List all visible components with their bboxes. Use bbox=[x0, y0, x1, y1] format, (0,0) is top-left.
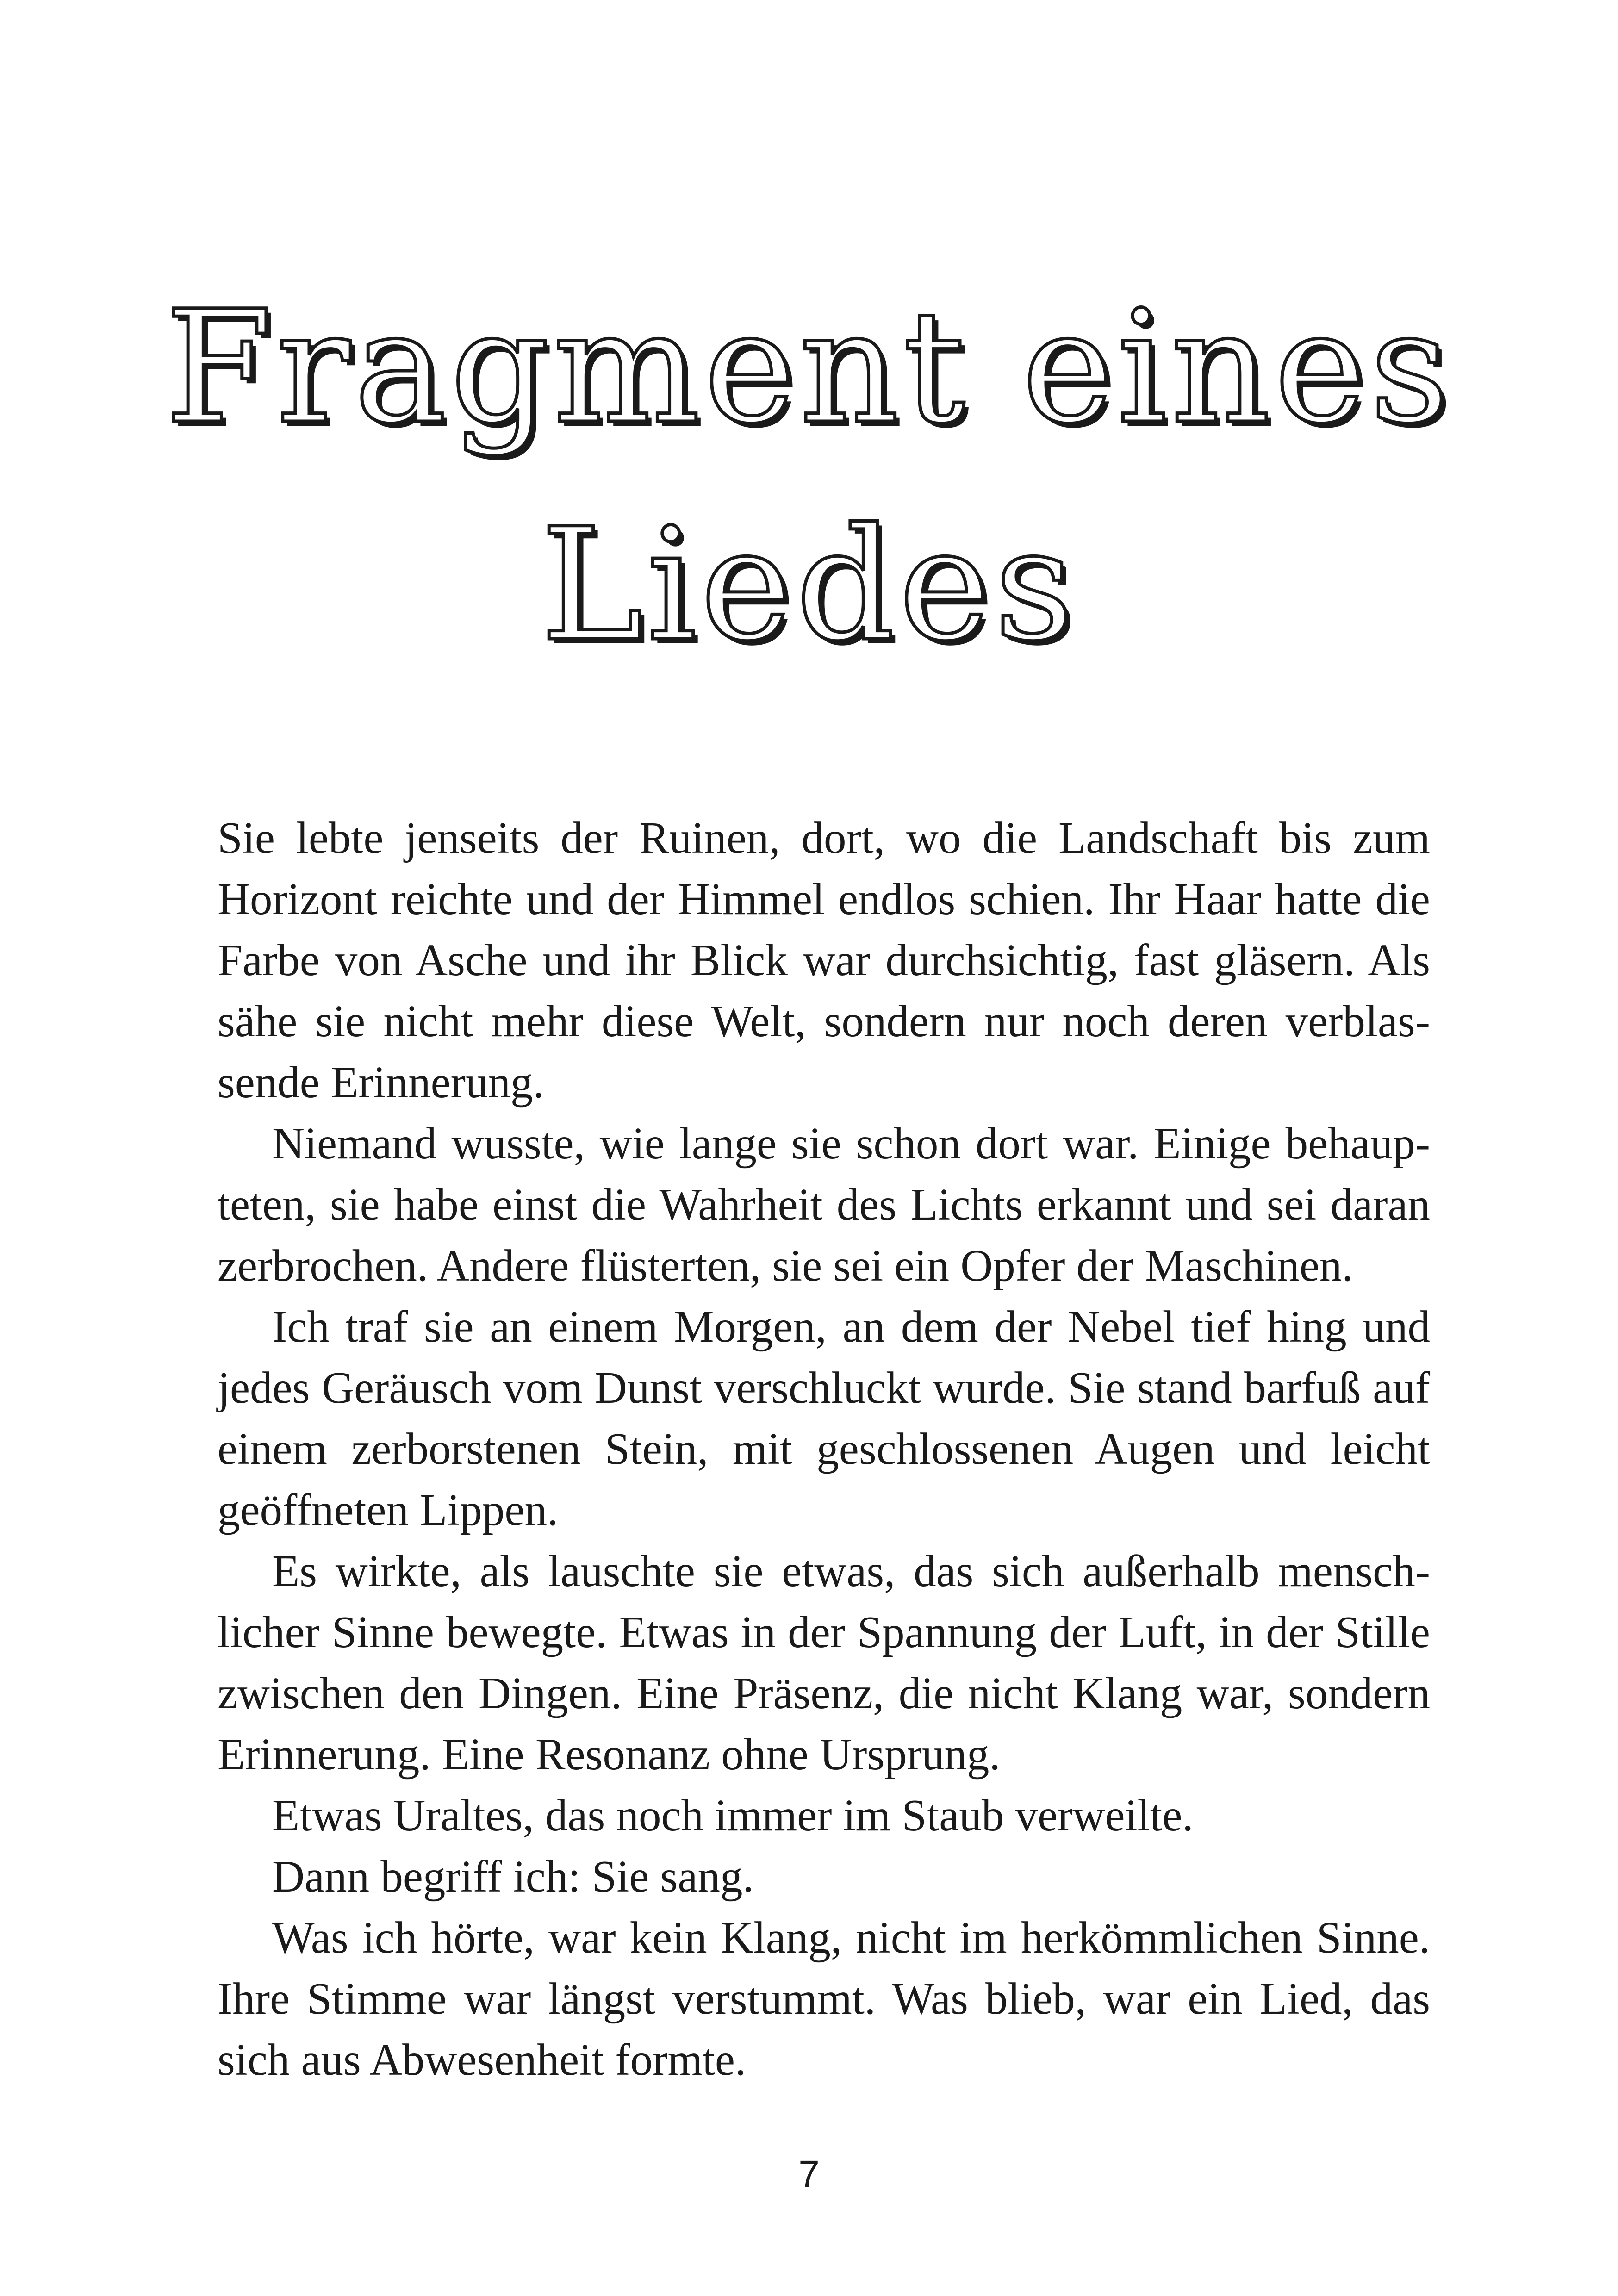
paragraph: Ich traf sie an einem Morgen, an dem der Nebel tief hing und jedes Geräusch vom Dunst verschluckt wurde. Sie stand barfuß auf einem zerborstenen Stein, mit geschlossenen Augen und leicht geöffneten Lippen. bbox=[218, 1302, 1430, 1535]
chapter-title-line-2: Liedes bbox=[540, 495, 1078, 676]
body-text bbox=[218, 808, 1430, 2091]
chapter-title-line-1: Fragment eines bbox=[165, 278, 1453, 458]
paragraph: Sie lebte jenseits der Ruinen, dort, wo die Landschaft bis zum Horizont reichte und der Himmel endlos schien. Ihr Haar hatte die Farbe von Asche und ihr Blick war durchsichtig, fast gläsern. Als sähe sie nicht mehr diese Welt, sondern nur noch deren verblassende Erinnerung. bbox=[218, 813, 1430, 1107]
paragraph: Dann begriff ich: Sie sang. bbox=[272, 1852, 754, 1901]
paragraph: Etwas Uraltes, das noch immer im Staub verweilte. bbox=[272, 1791, 1194, 1840]
paragraph: Es wirkte, als lauschte sie etwas, das sich außerhalb menschlicher Sinne bewegte. Etwas in der Spannung der Luft, in der Stille zwischen den Dingen. Eine Präsenz, die nicht Klang war, sondern Erinnerung. Eine Resonanz ohne Ursprung. bbox=[218, 1546, 1430, 1779]
paragraph: Niemand wusste, wie lange sie schon dort war. Einige behaupteten, sie habe einst die Wahrheit des Lichts erkannt und sei daran zerbrochen. Andere flüsterten, sie sei ein Opfer der Maschinen. bbox=[218, 1119, 1430, 1290]
chapter-title bbox=[0, 259, 1618, 694]
paragraph: Was ich hörte, war kein Klang, nicht im herkömmlichen Sinne. Ihre Stimme war längst verstummt. Was blieb, war ein Lied, das sich aus Abwesenheit formte. bbox=[218, 1913, 1430, 2084]
page-number: 7 bbox=[798, 2153, 820, 2195]
